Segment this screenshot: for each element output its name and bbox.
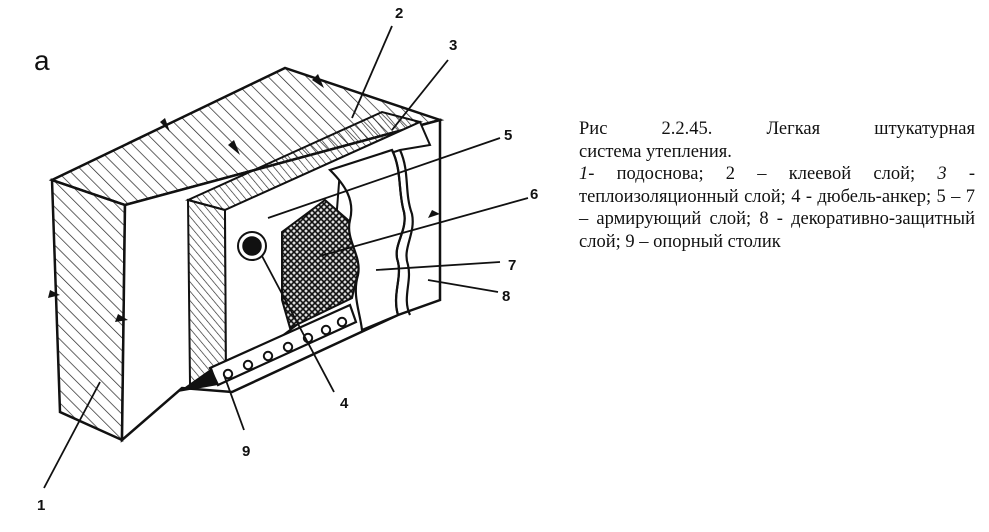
callout-8: 8	[502, 288, 511, 305]
anchor-dowel	[243, 237, 261, 255]
insulation-edge	[188, 200, 226, 384]
callout-4: 4	[340, 395, 349, 412]
panel-letter: а	[34, 45, 50, 76]
caption-title-line2: система утепления.	[579, 141, 732, 162]
legend-number-1: 1	[579, 164, 589, 184]
callout-2: 2	[395, 5, 404, 22]
callout-6: 6	[530, 186, 539, 203]
callout-3: 3	[449, 37, 458, 54]
caption-title-line1: Рис 2.2.45. Легкая штукатурная	[579, 119, 975, 139]
legend-text: - подоснова; 2 – клеевой слой;	[588, 164, 938, 184]
figure-caption	[579, 118, 975, 253]
callout-1: 1	[37, 497, 46, 514]
caption-legend	[579, 163, 975, 253]
legend-rest: - теплоизоляционный слой; 4 - дюбель-анкер; 5 – 7 – армирующий слой; 8 - декоративно-защитный слой; 9 – опорный столик	[579, 164, 975, 252]
callout-7: 7	[508, 257, 517, 274]
callout-9: 9	[242, 443, 251, 460]
legend-number-3: 3	[937, 164, 947, 184]
callout-5: 5	[504, 127, 513, 144]
caption-title	[579, 118, 975, 141]
base-wall-front	[52, 180, 125, 440]
